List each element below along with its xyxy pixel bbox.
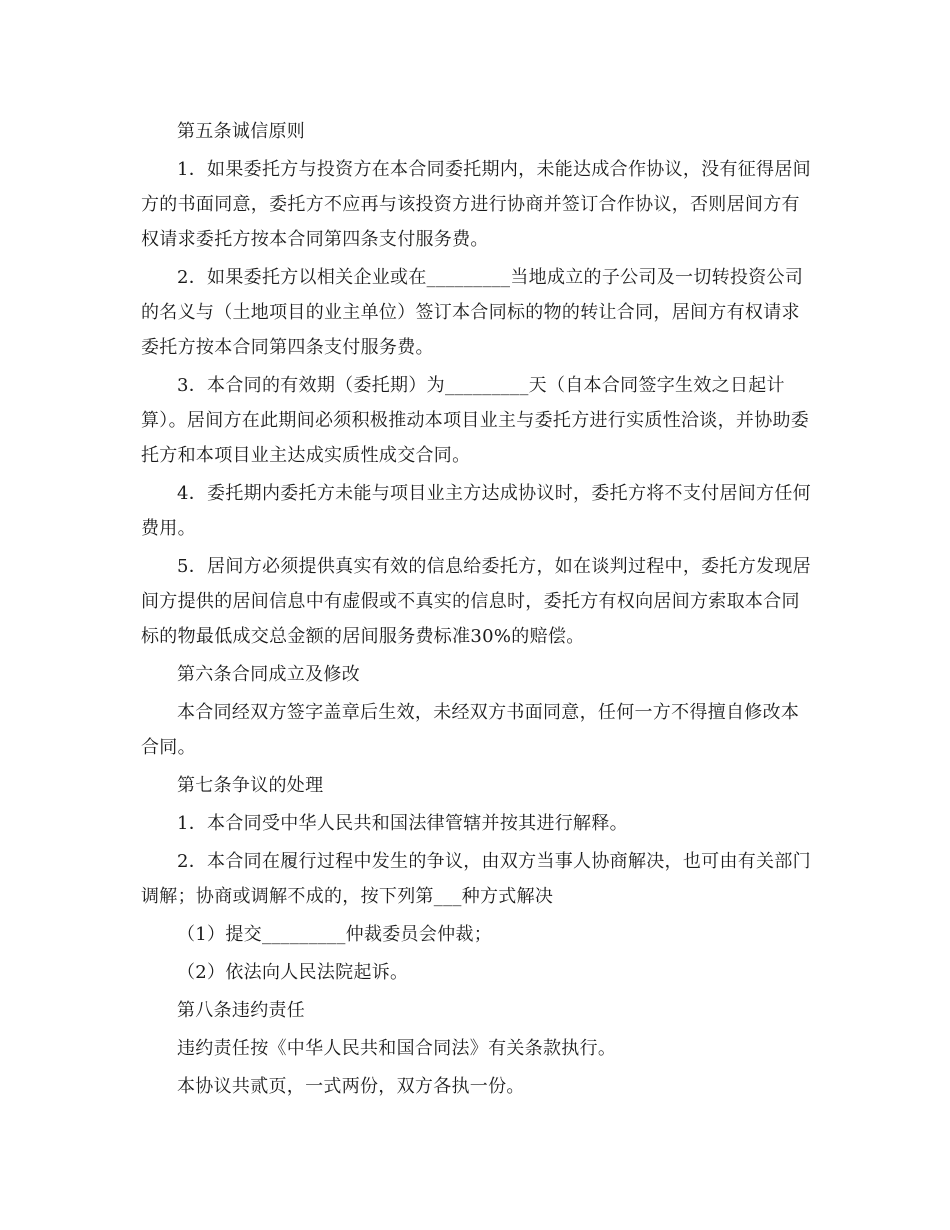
article-5-clause-2: 2．如果委托方以相关企业或在_________当地成立的子公司及一切转投资公司的名义与（土地项目的业主单位）签订本合同标的物的转让合同，居间方有权请求委托方按本合同第四条支付服务费。 <box>141 267 804 358</box>
article-6-heading: 第六条合同成立及修改 <box>177 664 360 685</box>
article-7-clause-2: 2．本合同在履行过程中发生的争议，由双方当事人协商解决，也可由有关部门调解；协商或调解不成的，按下列第___种方式解决 <box>141 851 811 907</box>
article-5-clause-4: 4．委托期内委托方未能与项目业主方达成协议时，委托方将不支付居间方任何费用。 <box>141 483 811 539</box>
article-7-option-1: （1）提交_________仲裁委员会仲裁； <box>177 924 493 945</box>
article-7-clause-1: 1．本合同受中华人民共和国法律管辖并按其进行解释。 <box>177 813 628 834</box>
article-5-clause-1: 1．如果委托方与投资方在本合同委托期内，未能达成合作协议，没有征得居间方的书面同意，委托方不应再与该投资方进行协商并签订合作协议，否则居间方有权请求委托方按本合同第四条支付服务费。 <box>141 159 811 250</box>
document-body <box>141 114 811 1104</box>
article-5-heading: 第五条诚信原则 <box>177 121 306 142</box>
article-5-clause-3: 3．本合同的有效期（委托期）为_________天（自本合同签字生效之日起计算）。居间方在此期间必须积极推动本项目业主与委托方进行实质性洽谈，并协助委托方和本项目业主达成实质性成交合同。 <box>141 375 810 466</box>
article-7-heading: 第七条争议的处理 <box>177 775 324 796</box>
article-7-option-2: （2）依法向人民法院起诉。 <box>177 962 409 983</box>
article-5-clause-5: 5．居间方必须提供真实有效的信息给委托方，如在谈判过程中，委托方发现居间方提供的居间信息中有虚假或不真实的信息时，委托方有权向居间方索取本合同标的物最低成交总金额的居间服务费标准30%的赔偿。 <box>141 556 811 647</box>
article-8-heading: 第八条违约责任 <box>177 1000 306 1021</box>
article-8-body: 违约责任按《中华人民共和国合同法》有关条款执行。 <box>177 1038 617 1059</box>
article-6-body: 本合同经双方签字盖章后生效，未经双方书面同意，任何一方不得擅自修改本合同。 <box>141 702 800 758</box>
closing-note: 本协议共贰页，一式两份，双方各执一份。 <box>177 1076 525 1097</box>
